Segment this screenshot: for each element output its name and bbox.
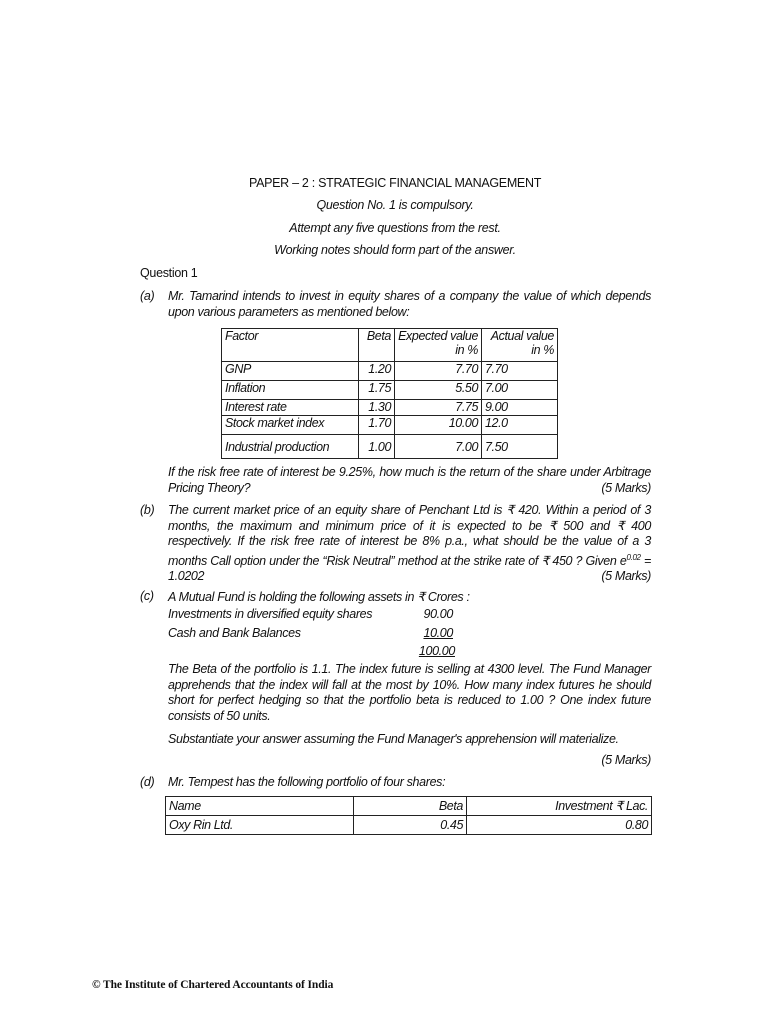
table-row	[222, 362, 558, 381]
cell-name: Oxy Rin Ltd.	[166, 816, 354, 835]
header-beta: Beta	[354, 797, 467, 816]
instruction-working-notes: Working notes should form part of the answer.	[274, 243, 516, 257]
part-b-label: (b)	[140, 503, 155, 517]
part-d-intro: Mr. Tempest has the following portfolio of four shares:	[168, 775, 446, 789]
formula-base: e	[619, 553, 627, 568]
portfolio-table	[165, 796, 652, 835]
header-investment: Investment ₹ Lac.	[467, 797, 652, 816]
cell-actual: 7.50	[482, 435, 558, 459]
cell-actual: 9.00	[482, 400, 558, 416]
cell-beta: 1.20	[359, 362, 395, 381]
paper-title: PAPER – 2 : STRATEGIC FINANCIAL MANAGEMENT	[248, 176, 542, 190]
formula-exponent: 0.02	[626, 552, 641, 562]
part-c-intro: A Mutual Fund is holding the following assets in ₹ Crores :	[168, 590, 470, 604]
cell-actual: 7.70	[482, 362, 558, 381]
asset-value: 10.00	[423, 626, 453, 640]
asset-name: Investments in diversified equity shares	[168, 607, 373, 621]
asset-total: 100.00	[418, 644, 455, 658]
part-c-para2: Substantiate your answer assuming the Fund Manager's apprehension will materialize.	[168, 732, 619, 746]
asset-name: Cash and Bank Balances	[168, 626, 301, 640]
cell-expected: 5.50	[395, 381, 482, 400]
table-row	[222, 435, 558, 459]
cell-factor: Interest rate	[222, 400, 359, 416]
part-a-label: (a)	[140, 289, 155, 303]
table-header-row	[222, 329, 558, 362]
header-actual: Actual value in %	[482, 329, 558, 362]
question-label: Question 1	[140, 266, 198, 280]
footer-copyright: © The Institute of Chartered Accountants of India	[92, 979, 334, 991]
cell-expected: 7.70	[395, 362, 482, 381]
cell-beta: 1.70	[359, 416, 395, 435]
instruction-compulsory: Question No. 1 is compulsory.	[316, 198, 474, 212]
cell-expected: 7.75	[395, 400, 482, 416]
formula-value: = 1.0202	[168, 553, 652, 584]
table-row	[222, 416, 558, 435]
part-b-marks: (5 Marks)	[601, 569, 651, 584]
table-row	[166, 816, 652, 835]
header-beta: Beta	[359, 329, 395, 362]
cell-beta: 1.00	[359, 435, 395, 459]
part-b-text	[168, 503, 651, 585]
table-header-row	[166, 797, 652, 816]
part-c-para1: The Beta of the portfolio is 1.1. The index future is selling at 4300 level. The Fund Manager apprehends that the index will fall at the most by 10%. How many index futures he should short for perfect hedging so that the portfolio beta is reduced to 1.00 ? One index future consists of 50 units.	[168, 662, 651, 723]
header-factor: Factor	[222, 329, 359, 362]
apt-factor-table	[221, 328, 558, 459]
part-a-question-text: If the risk free rate of interest be 9.25%, how much is the return of the share under Arbitrage Pricing Theory?	[168, 465, 651, 495]
part-a-marks: (5 Marks)	[601, 480, 651, 495]
cell-factor: Inflation	[222, 381, 359, 400]
cell-factor: Industrial production	[222, 435, 359, 459]
part-d-label: (d)	[140, 775, 155, 789]
table-row	[222, 381, 558, 400]
part-b-body: The current market price of an equity share of Penchant Ltd is ₹ 420. Within a period of 3 months, the maximum and minimum price of it is expected to be ₹ 500 and ₹ 400 respectively. If the risk free rate of interest be 8% p.a., what should be the value of a 3 months Call option under the “Risk Neutral” method at the strike rate of ₹ 450 ? Given	[168, 503, 651, 568]
cell-factor: Stock market index	[222, 416, 359, 435]
instruction-attempt: Attempt any five questions from the rest.	[289, 221, 501, 235]
cell-actual: 7.00	[482, 381, 558, 400]
part-c-marks: (5 Marks)	[601, 753, 651, 767]
part-a-question	[168, 465, 651, 496]
asset-value: 90.00	[423, 607, 453, 621]
part-c-label: (c)	[140, 589, 154, 603]
cell-factor: GNP	[222, 362, 359, 381]
cell-actual: 12.0	[482, 416, 558, 435]
header-name: Name	[166, 797, 354, 816]
part-a-intro: Mr. Tamarind intends to invest in equity shares of a company the value of which depends upon various parameters as mentioned below:	[168, 289, 651, 319]
cell-beta: 1.75	[359, 381, 395, 400]
header-expected: Expected value in %	[395, 329, 482, 362]
cell-investment: 0.80	[467, 816, 652, 835]
cell-beta: 0.45	[354, 816, 467, 835]
cell-expected: 7.00	[395, 435, 482, 459]
table-row	[222, 400, 558, 416]
cell-expected: 10.00	[395, 416, 482, 435]
cell-beta: 1.30	[359, 400, 395, 416]
